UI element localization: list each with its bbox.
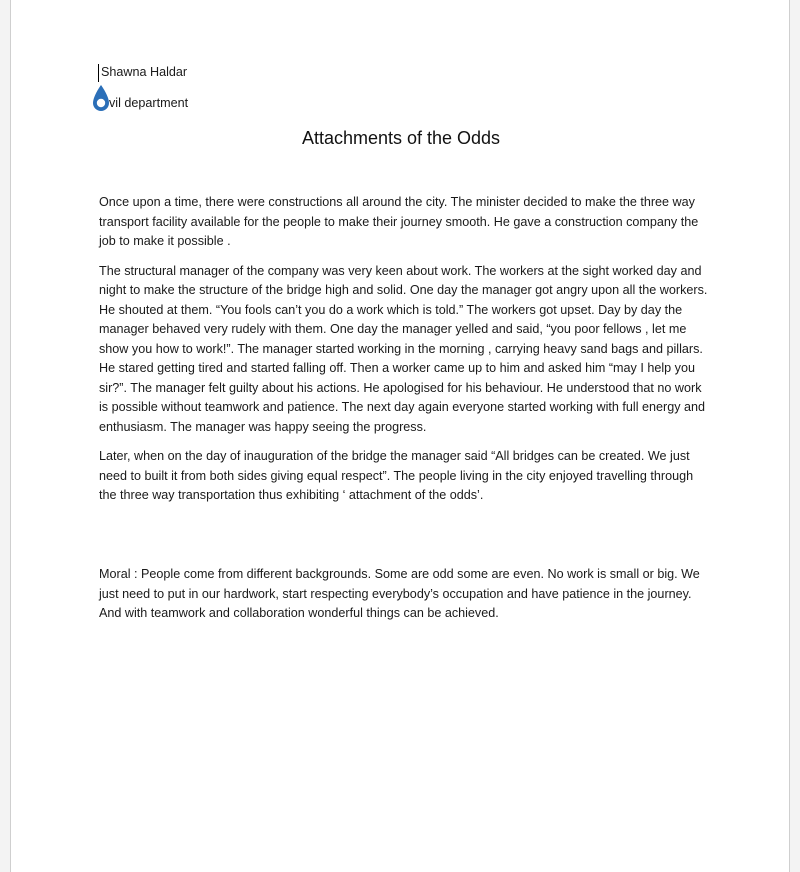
selection-handle-icon[interactable]: [91, 84, 111, 114]
paragraph-3[interactable]: Later, when on the day of inauguration of the bridge the manager said “All bridges can be created. We just need to built it from both sides giving equal respect”. The people living in the city enjoyed travelling through the three way transportation thus exhibiting ‘ attachment of the odds’.: [99, 449, 694, 502]
paragraph-1[interactable]: Once upon a time, there were constructions all around the city. The minister decided to make the three way transport facility available for the people to make their journey smooth. He gave a construction company the job to make it possible .: [99, 195, 699, 248]
text-cursor: [98, 64, 99, 82]
story-body: [99, 193, 709, 516]
department-line[interactable]: vil department: [109, 96, 189, 110]
moral-paragraph[interactable]: Moral : People come from different backgrounds. Some are odd some are even. No work is small or big. We just need to put in our hardwork, start respecting everybody’s occupation and have patience in the journey. And with teamwork and collaboration wonderful things can be achieved.: [99, 567, 700, 620]
document-title[interactable]: Attachments of the Odds: [301, 128, 501, 148]
paragraph-2[interactable]: The structural manager of the company was very keen about work. The workers at the sight worked day and night to make the structure of the bridge high and solid. One day the manager got angry upon all the workers. He shouted at them. “You fools can’t you do a work which is told.” The workers got upset. Day by day the manager behaved very rudely with them. One day the manager yelled and said, “you poor fellows , let me show you how to work!”. The manager started working in the morning , carrying heavy sand bags and pillars. He stared getting tired and started falling off. Then a worker came up to him and asked him “may I help you sir?”. The manager felt guilty about his actions. He apologised for his behaviour. He understood that no work is possible without teamwork and patience. The next day again everyone started working with full energy and enthusiasm. The manager was happy seeing the progress.: [99, 263, 708, 434]
author-name[interactable]: Shawna Haldar: [101, 65, 188, 79]
document-page: [10, 0, 790, 872]
moral-section: [99, 565, 709, 624]
